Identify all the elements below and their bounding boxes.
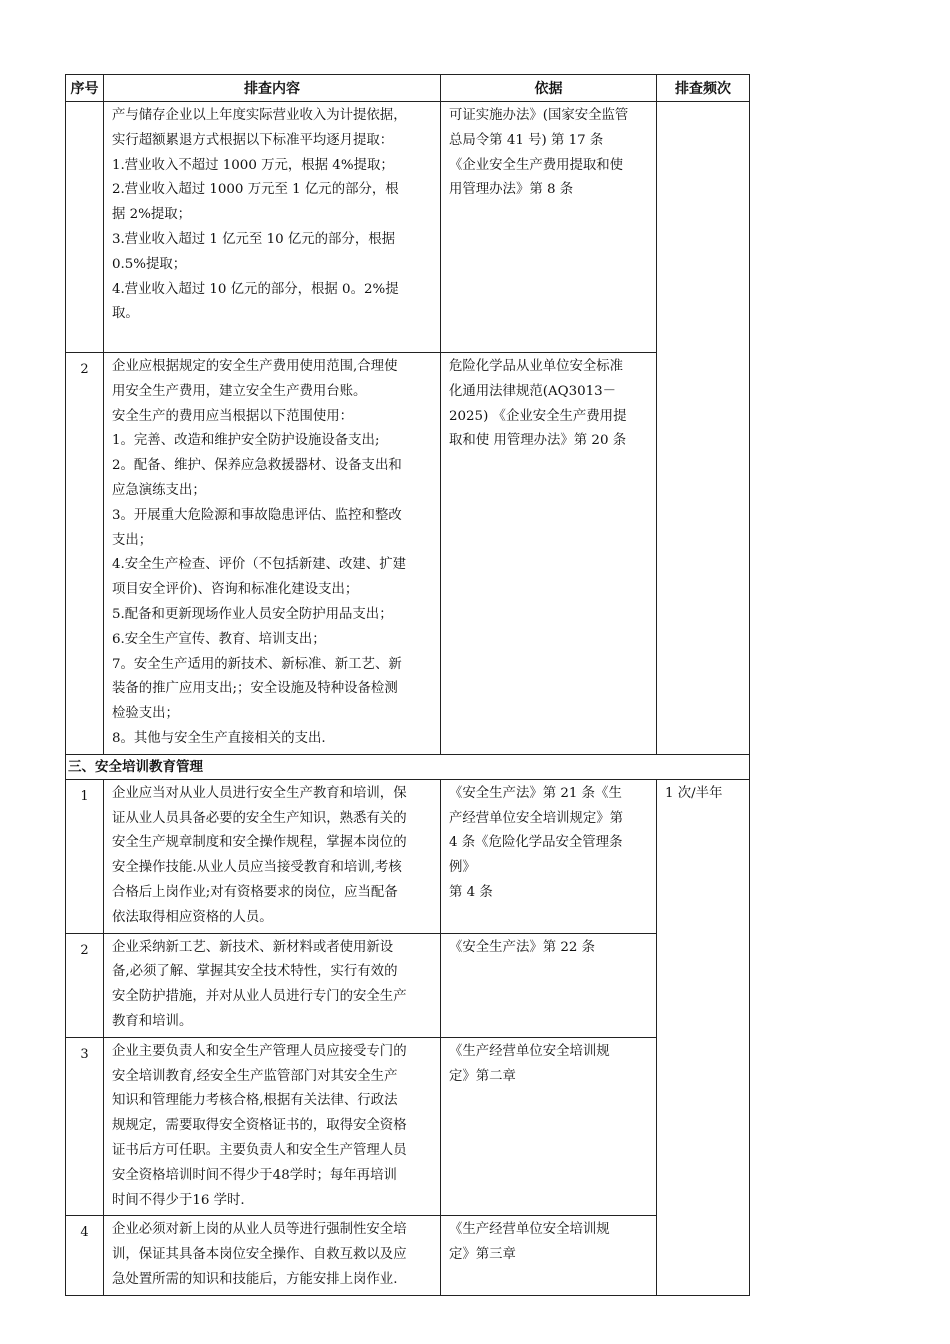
content-line: 企业必须对新上岗的从业人员等进行强制性安全培 (112, 1222, 407, 1238)
content-line: 安全防护措施，并对从业人员进行专门的安全生产 (112, 989, 407, 1005)
content-line: 急处置所需的知识和技能后，方能安排上岗作业. (112, 1271, 398, 1287)
inspection-content (104, 353, 441, 755)
content-line: 7。安全生产适用的新技术、新标准、新工艺、新 (112, 656, 402, 672)
content-line: 4.营业收入超过 10 亿元的部分，根据 0。2%提 (112, 281, 399, 297)
content-line: 项目安全评价)、咨询和标准化建设支出； (112, 582, 359, 598)
content-line: 安全生产规章制度和安全操作规程，掌握本岗位的 (112, 835, 407, 851)
table-row (66, 102, 750, 353)
basis-line: 《安全生产法》第 22 条 (449, 939, 596, 955)
content-line: 1。完善、改造和维护安全防护设施设备支出; (112, 433, 380, 449)
inspection-table (65, 74, 750, 1296)
inspection-basis (441, 102, 657, 353)
basis-line: 4 条《危险化学品安全管理条 (449, 835, 623, 851)
basis-line: 危险化学品从业单位安全标准 (449, 359, 624, 374)
section-title: 三、安全培训教育管理 (66, 754, 750, 779)
inspection-content (104, 933, 441, 1037)
content-line: 4.安全生产检查、评价（不包括新建、改建、扩建 (112, 557, 406, 573)
basis-line: 定》第三章 (449, 1247, 516, 1263)
content-line: 2.营业收入超过 1000 万元至 1 亿元的部分，根 (112, 182, 399, 198)
content-line: 备,必须了解、掌握其安全技术特性，实行有效的 (112, 964, 398, 980)
section-heading-row (66, 754, 750, 779)
content-line: 检验支出； (112, 706, 179, 722)
content-line: 5.配备和更新现场作业人员安全防护用品支出； (112, 606, 393, 622)
inspection-basis (441, 1216, 657, 1295)
basis-line: 化通用法律规范(AQ3013－ (449, 383, 617, 399)
inspection-basis (441, 1037, 657, 1216)
table-row (66, 1216, 750, 1295)
content-line: 知识和管理能力考核合格,根据有关法律、行政法 (112, 1093, 398, 1109)
content-line: 支出； (112, 532, 153, 548)
content-line: 用安全生产费用，建立安全生产费用台账。 (112, 383, 367, 399)
basis-line: 第 4 条 (449, 884, 493, 900)
row-number: 2 (66, 353, 104, 755)
content-line: 1.营业收入不超过 1000 万元，根据 4%提取； (112, 157, 394, 173)
basis-line: 取和使 用管理办法》第 20 条 (449, 433, 627, 449)
inspection-basis (441, 933, 657, 1037)
content-line: 安全资格培训时间不得少于48学时；每年再培训 (112, 1167, 397, 1183)
table-row (66, 1037, 750, 1216)
table-header-row (66, 75, 750, 102)
table-row (66, 779, 750, 933)
header-basis: 依据 (441, 75, 657, 102)
header-frequency: 排查频次 (657, 75, 750, 102)
content-line: 证从业人员具备必要的安全生产知识，熟悉有关的 (112, 810, 407, 826)
content-line: 企业主要负责人和安全生产管理人员应接受专门的 (112, 1043, 407, 1059)
header-content: 排查内容 (104, 75, 441, 102)
content-line: 企业应当对从业人员进行安全生产教育和培训，保 (112, 785, 407, 801)
content-line: 3。开展重大危险源和事故隐患评估、监控和整改 (112, 507, 402, 523)
basis-line: 《安全生产法》第 21 条《生 (449, 785, 622, 801)
basis-line: 《生产经营单位安全培训规 (449, 1043, 610, 1059)
inspection-basis (441, 779, 657, 933)
basis-line: 总局令第 41 号) 第 17 条 (449, 132, 604, 148)
content-line: 证书后方可任职。主要负责人和安全生产管理人员 (112, 1142, 407, 1158)
content-line: 安全操作技能.从业人员应当接受教育和培训,考核 (112, 860, 402, 876)
content-line: 时间不得少于16 学时. (112, 1192, 245, 1208)
inspection-basis (441, 353, 657, 755)
content-line: 合格后上岗作业;对有资格要求的岗位，应当配备 (112, 884, 398, 900)
table-row (66, 353, 750, 755)
content-line: 教育和培训。 (112, 1013, 193, 1029)
content-line: 0.5%提取； (112, 256, 187, 272)
content-line: 训，保证其具备本岗位安全操作、自救互救以及应 (112, 1247, 407, 1263)
content-line: 安全生产的费用应当根据以下范围使用： (112, 408, 354, 424)
inspection-content (104, 1216, 441, 1295)
row-number: 3 (66, 1037, 104, 1216)
basis-line: 定》第二章 (449, 1068, 516, 1084)
content-line: 规规定，需要取得安全资格证书的，取得安全资格 (112, 1118, 407, 1134)
content-line: 取。 (112, 306, 139, 322)
content-line: 3.营业收入超过 1 亿元至 10 亿元的部分，根据 (112, 231, 395, 247)
basis-line: 2025) 《企业安全生产费用提 (449, 408, 627, 424)
content-line: 产与储存企业以上年度实际营业收入为计提依据， (112, 108, 407, 123)
basis-line: 《生产经营单位安全培训规 (449, 1222, 610, 1238)
inspection-content (104, 779, 441, 933)
row-number: 4 (66, 1216, 104, 1295)
basis-line: 用管理办法》第 8 条 (449, 182, 574, 198)
basis-line: 产经营单位安全培训规定》第 (449, 810, 624, 826)
basis-line: 《企业安全生产费用提取和使 (449, 157, 624, 173)
content-line: 8。其他与安全生产直接相关的支出. (112, 730, 326, 746)
inspection-content (104, 102, 441, 353)
row-number: 2 (66, 933, 104, 1037)
inspection-frequency (657, 102, 750, 755)
inspection-content (104, 1037, 441, 1216)
content-line: 依法取得相应资格的人员。 (112, 909, 273, 925)
header-no: 序号 (66, 75, 104, 102)
row-number (66, 102, 104, 353)
content-line: 装备的推广应用支出;；安全设施及特种设备检测 (112, 681, 398, 697)
basis-line: 例》 (449, 860, 476, 876)
content-line: 应急演练支出； (112, 482, 206, 498)
content-line: 6.安全生产宣传、教育、培训支出； (112, 631, 326, 647)
inspection-frequency: 1 次/半年 (657, 779, 750, 1295)
content-line: 安全培训教育,经安全生产监管部门对其安全生产 (112, 1068, 398, 1084)
content-line: 企业应根据规定的安全生产费用使用范围,合理使 (112, 359, 398, 374)
table-row (66, 933, 750, 1037)
content-line: 实行超额累退方式根据以下标准平均逐月提取： (112, 132, 394, 148)
content-line: 2。配备、维护、保养应急救援器材、设备支出和 (112, 458, 402, 474)
content-line: 据 2%提取； (112, 207, 192, 223)
content-line: 企业采纳新工艺、新技术、新材料或者使用新设 (112, 939, 394, 955)
basis-line: 可证实施办法》(国家安全监管 (449, 108, 629, 123)
row-number: 1 (66, 779, 104, 933)
